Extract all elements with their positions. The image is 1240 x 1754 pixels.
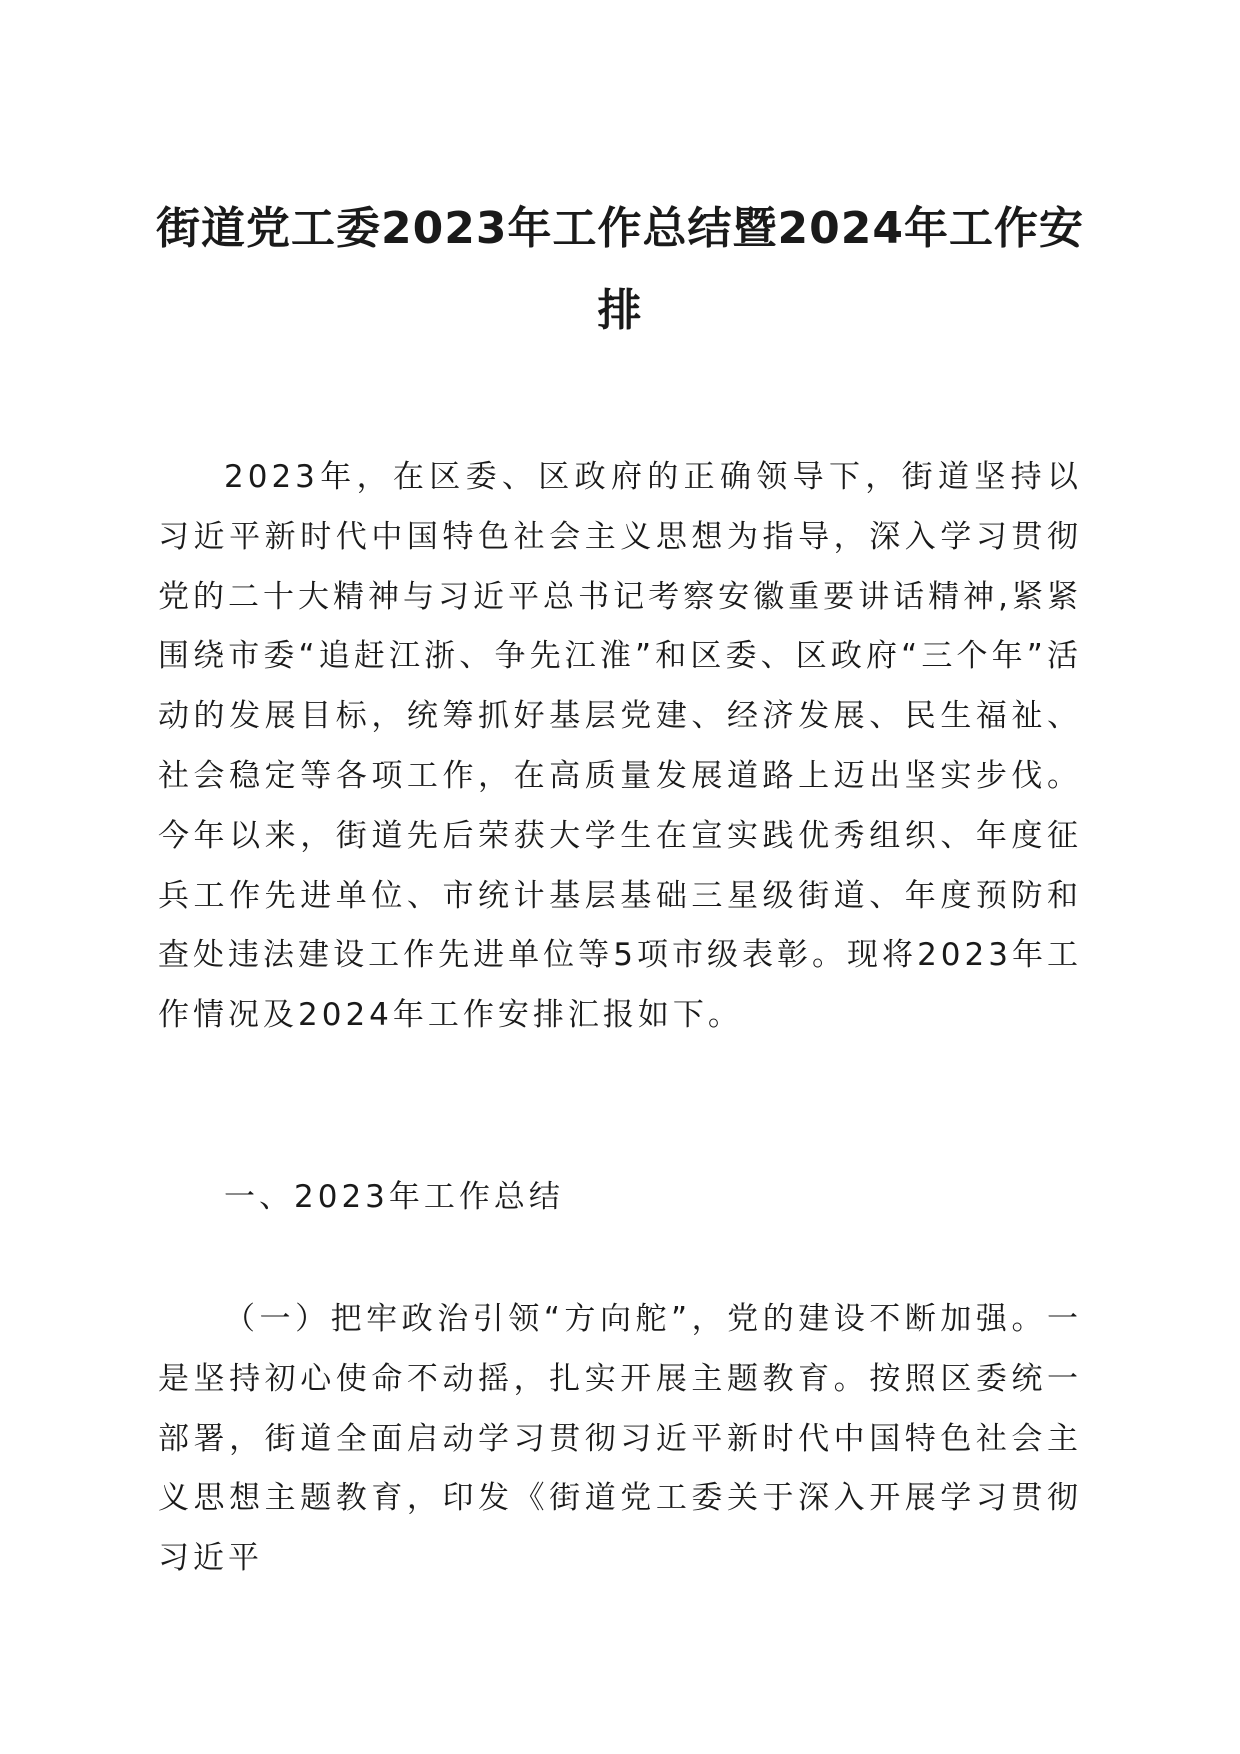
section-paragraph: （一）把牢政治引领“方向舵”，党的建设不断加强。一是坚持初心使命不动摇，扎实开展主题教育。按照区委统一部署，街道全面启动学习贯彻习近平新时代中国特色社会主义思想主题教育，印发《街道党工委关于深入开展学习贯彻习近平 — [158, 1301, 1082, 1577]
intro-paragraph: 2023年，在区委、区政府的正确领导下，街道坚持以习近平新时代中国特色社会主义思想为指导，深入学习贯彻党的二十大精神与习近平总书记考察安徽重要讲话精神,紧紧围绕市委“追赶江浙、争先江淮”和区委、区政府“三个年”活动的发展目标，统筹抓好基层党建、经济发展、民生福祉、社会稳定等各项工作，在高质量发展道路上迈出坚实步伐。今年以来，街道先后荣获大学生在宣实践优秀组织、年度征兵工作先进单位、市统计基层基础三星级街道、年度预防和查处违法建设工作先进单位等5项市级表彰。现将2023年工作情况及2024年工作安排汇报如下。 — [158, 459, 1082, 1034]
section-heading: 一、2023年工作总结 — [224, 1179, 564, 1215]
document-title: 街道党工委2023年工作总结暨2024年工作安排 — [156, 203, 1084, 336]
